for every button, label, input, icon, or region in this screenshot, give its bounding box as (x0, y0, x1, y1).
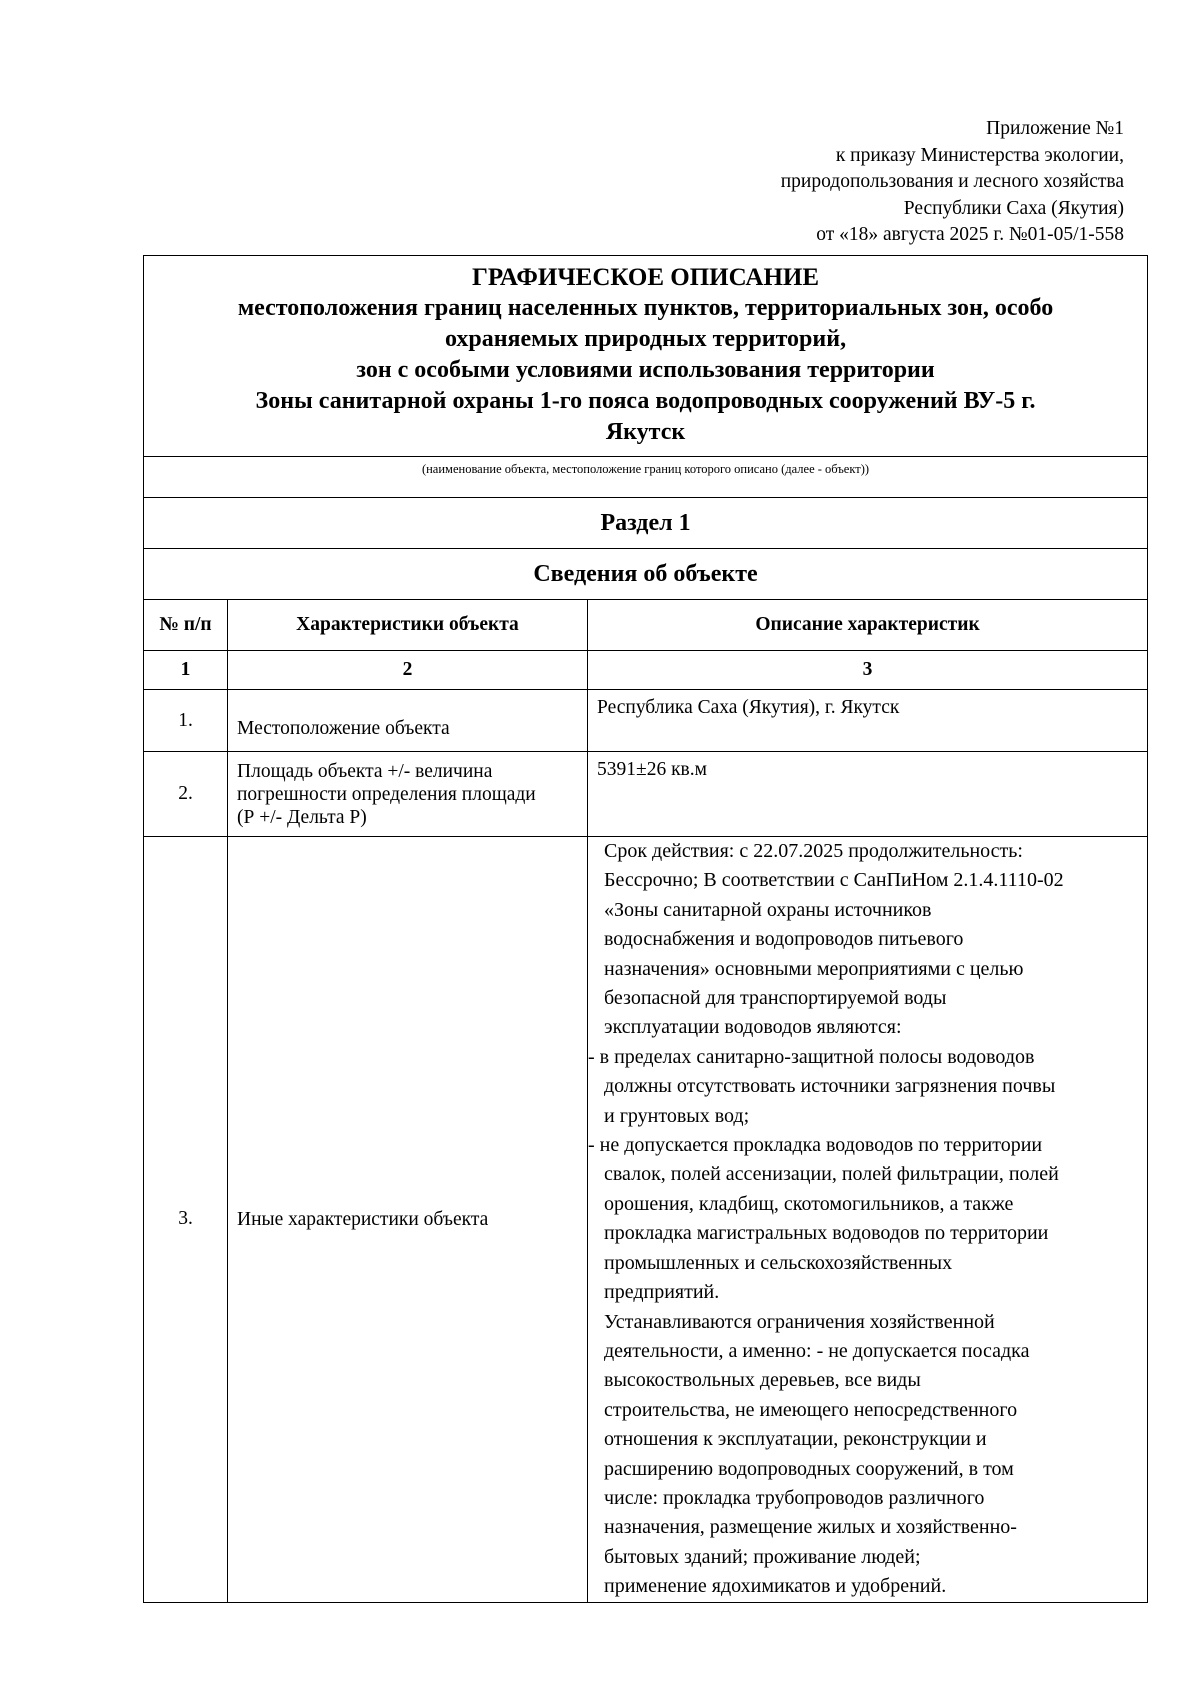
description-line: деятельности, а именно: - не допускается посадка (604, 1339, 1030, 1362)
description-line: и грунтовых вод; (604, 1104, 750, 1127)
description-line: промышленных и сельскохозяйственных (604, 1251, 953, 1274)
appendix-line: к приказу Министерства экологии, (835, 144, 1124, 166)
description-table (143, 255, 1148, 1603)
description-line: должны отсутствовать источники загрязнения почвы (604, 1075, 1056, 1098)
section-title: Раздел 1 (144, 498, 1148, 549)
title-line: зон с особыми условиями использования территории (356, 357, 935, 383)
appendix-line: от «18» августа 2025 г. №01-05/1-558 (816, 224, 1124, 245)
appendix-line: Приложение №1 (986, 118, 1124, 139)
description-line: бытовых зданий; проживание людей; (604, 1545, 921, 1568)
document-title (144, 256, 1148, 457)
description-line: предприятий. (604, 1281, 720, 1304)
description-line: Устанавливаются ограничения хозяйственной (604, 1310, 995, 1333)
column-number-row (144, 651, 1148, 690)
title-line: местоположения границ населенных пунктов, территориальных зон, особо (237, 295, 1054, 321)
description-line: Бессрочно; В соответствии с СанПиНом 2.1.4.1110-02 (604, 869, 1064, 892)
appendix-header (640, 116, 1124, 249)
appendix-line: Республики Саха (Якутия) (903, 197, 1124, 219)
column-header: Описание характеристик (588, 600, 1148, 651)
table-row (144, 690, 1148, 752)
description-line: прокладка магистральных водоводов по территории (604, 1222, 1049, 1245)
column-number: 3 (588, 651, 1148, 690)
description-line: отношения к эксплуатации, реконструкции и (604, 1428, 987, 1451)
description-line: числе: прокладка трубопроводов различного (604, 1486, 985, 1509)
row-description: Республика Саха (Якутия), г. Якутск (588, 690, 1148, 752)
column-header: Характеристики объекта (228, 600, 588, 651)
column-number: 1 (144, 651, 228, 690)
row-number: 1. (144, 690, 228, 752)
description-line: Срок действия: с 22.07.2025 продолжительность: (604, 840, 1023, 862)
description-line: назначения» основными мероприятиями с целью (604, 957, 1024, 980)
row-description: 5391±26 кв.м (588, 752, 1148, 837)
description-line: расширению водопроводных сооружений, в том (604, 1457, 1014, 1480)
table-header-row (144, 600, 1148, 651)
title-line: охраняемых природных территорий, (444, 326, 847, 352)
table-row (144, 752, 1148, 837)
column-number: 2 (228, 651, 588, 690)
row-description (588, 837, 1148, 1603)
object-caption: (наименование объекта, местоположение границ которого описано (далее - объект)) (144, 457, 1148, 498)
row-characteristic: Местоположение объекта (228, 690, 588, 752)
row-characteristic (228, 752, 588, 837)
description-line: «Зоны санитарной охраны источников (604, 898, 932, 921)
description-line: эксплуатации водоводов являются: (604, 1016, 902, 1039)
description-line: - не допускается прокладка водоводов по территории (588, 1134, 1043, 1157)
title-line: Якутск (605, 419, 686, 445)
description-line: строительства, не имеющего непосредственного (604, 1398, 1018, 1421)
title-main: ГРАФИЧЕСКОЕ ОПИСАНИЕ (471, 264, 820, 291)
characteristic-line: Площадь объекта +/- величина (237, 760, 493, 782)
description-line: назначения, размещение жилых и хозяйственно- (604, 1516, 1017, 1539)
characteristic-line: (Р +/- Дельта Р) (237, 806, 367, 828)
description-line: свалок, полей ассенизации, полей фильтрации, полей (604, 1163, 1059, 1186)
description-line: водоснабжения и водопроводов питьевого (604, 928, 964, 951)
column-header: № п/п (144, 600, 228, 651)
characteristic-line: погрешности определения площади (237, 783, 536, 805)
row-characteristic: Иные характеристики объекта (228, 837, 588, 1603)
description-line: применение ядохимикатов и удобрений. (604, 1575, 947, 1598)
row-number: 3. (144, 837, 228, 1603)
subsection-title: Сведения об объекте (144, 549, 1148, 600)
row-number: 2. (144, 752, 228, 837)
description-line: безопасной для транспортируемой воды (604, 987, 947, 1010)
title-line: Зоны санитарной охраны 1-го пояса водопроводных сооружений ВУ-5 г. (255, 388, 1036, 414)
description-line: высокоствольных деревьев, все виды (604, 1369, 921, 1392)
description-line: - в пределах санитарно-защитной полосы водоводов (588, 1045, 1035, 1068)
description-line: орошения, кладбищ, скотомогильников, а также (604, 1192, 1014, 1215)
appendix-line: природопользования и лесного хозяйства (780, 171, 1124, 192)
table-row (144, 837, 1148, 1603)
